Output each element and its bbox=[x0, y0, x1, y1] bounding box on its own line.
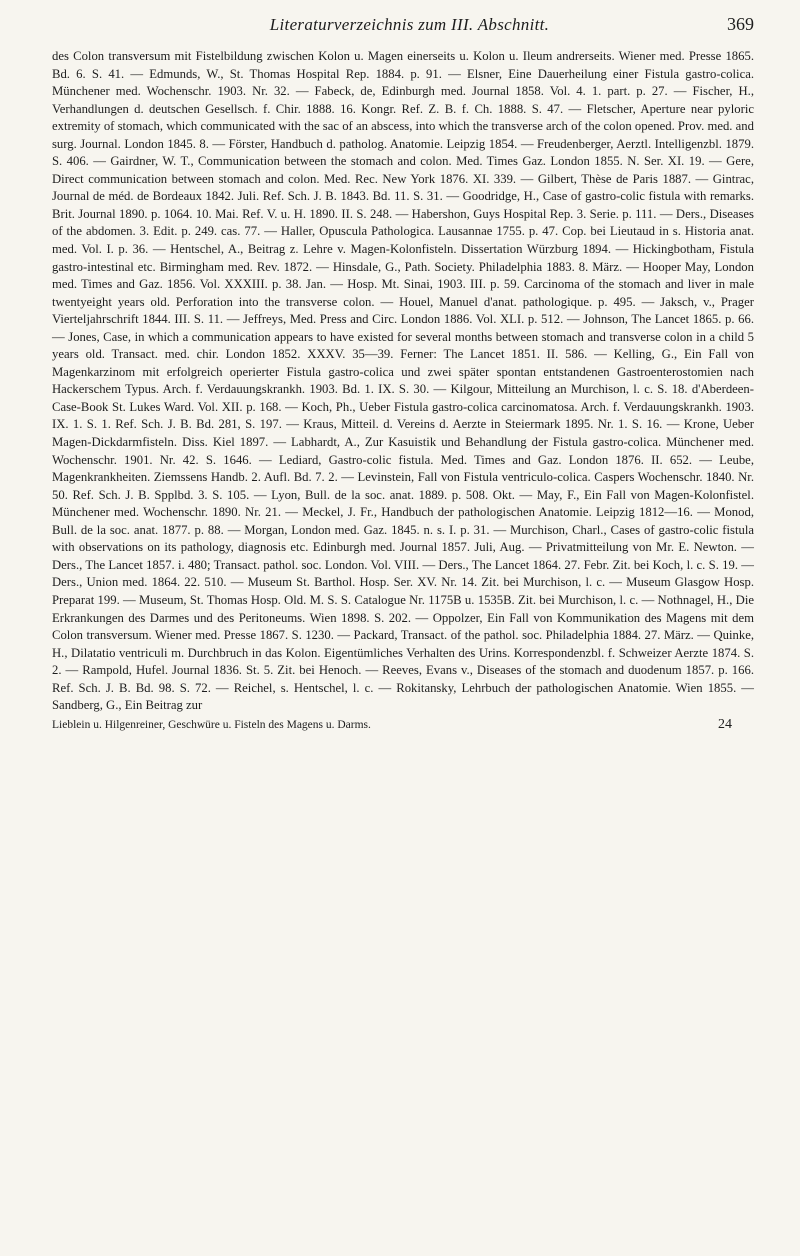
page-footer bbox=[52, 716, 754, 734]
running-head-title: Literaturverzeichnis zum III. Abschnitt. bbox=[269, 15, 550, 34]
page-number: 369 bbox=[727, 14, 754, 34]
bibliography-text bbox=[52, 48, 754, 715]
signature-mark: 24 bbox=[718, 716, 732, 732]
bibliography-paragraph: des Colon transversum mit Fistelbildung zwischen Kolon u. Magen einerseits u. Kolon u. Ileum andrerseits. Wiener med. Presse 1865. Bd. 6. S. 41. — Edmunds, W., St. Thomas Hospital Rep. 1884. p. 91. — Elsner, Eine Dauerheilung einer Fistula gastro-colica. Münchener med. Wochenschr. 1903. Nr. 32. — Fabeck, de, Edinburgh med. Journal 1858. Vol. 4. 1. part. p. 27. — Fischer, H., Verhandlungen d. deutschen Gesellsch. f. Chir. 1888. 16. Kongr. Ref. Z. B. f. Ch. 1888. S. 47. — Fletscher, Aperture near pyloric extremity of stomach, which communicated with the sac of an abscess, into which the transverse arch of the colon opened. Prov. med. and surg. Journal. London 1845. 8. — Förster, Handbuch d. patholog. Anatomie. Leipzig 1854. — Freudenberger, Aerztl. Intelligenzbl. 1879. S. 406. — Gairdner, W. T., Communication between the stomach and colon. Med. Times Gaz. London 1855. N. Ser. XI. 19. — Gere, Direct communication between stomach and colon. Med. Rec. New York 1876. XI. 339. — Gilbert, Thèse de Paris 1887. — Gintrac, Journal de méd. de Bordeaux 1842. Juli. Ref. Sch. J. B. 1843. Bd. 11. S. 31. — Goodridge, H., Case of gastro-colic fistula with remarks. Brit. Journal 1890. p. 1064. 10. Mai. Ref. V. u. H. 1890. II. S. 248. — Habershon, Guys Hospital Rep. 3. Serie. p. 111. — Ders., Diseases of the abdomen. 3. Edit. p. 249. cas. 77. — Haller, Opuscula Pathologica. Lausannae 1755. p. 47. Cop. bei Lieutaud in s. Historia anat. med. Vol. I. p. 36. — Hentschel, A., Beitrag z. Lehre v. Magen-Kolonfisteln. Dissertation Würzburg 1894. — Hickingbotham, Fistula gastro-intestinal etc. Birmingham med. Rev. 1872. — Hinsdale, G., Path. Society. Philadelphia 1883. 8. März. — Hooper May, London med. Times and Gaz. 1856. Vol. XXXIII. p. 38. Jan. — Hosp. Mt. Sinai, 1903. III. p. 59. Carcinoma of the stomach and liver in male twentyeight years old. Perforation into the transverse colon. — Houel, Manuel d'anat. pathologique. p. 495. — Jaksch, v., Prager Vierteljahrschrift 1844. III. S. 11. — Jeffreys, Med. Press and Circ. London 1886. Vol. XLI. p. 512. — Johnson, The Lancet 1865. p. 66. — Jones, Case, in which a communication appears to have existed for several months between stomach and transverse colon in a child 5 years old. Transact. med. chir. London 1852. XXXV. 35—39. Ferner: The Lancet 1851. II. 586. — Kelling, G., Ein Fall von Magenkarzinom mit erfolgreich operierter Fistula gastro-colica und zwei später spontan entstandenen Gastroenterostomien nach Hackerschem Typus. Arch. f. Verdauungskrankh. 1903. Bd. 1. IX. S. 30. — Kilgour, Mitteilung an Murchison, l. c. S. 18. d'Aberdeen-Case-Book St. Lukes Ward. Vol. XII. p. 168. — Koch, Ph., Ueber Fistula gastro-colica carcinomatosa. Arch. f. Verdauungskrankh. 1903. IX. 1. S. 1. Ref. Sch. J. B. Bd. 281, S. 197. — Kraus, Mitteil. d. Vereins d. Aerzte in Steiermark 1895. Nr. 1. S. 16. — Krone, Ueber Magen-Dickdarmfisteln. Diss. Kiel 1897. — Labhardt, A., Zur Kasuistik und Behandlung der Fistula gastro-colica. Münchener med. Wochenschr. 1901. Nr. 42. S. 1646. — Lediard, Gastro-colic fistula. Med. Times and Gaz. London 1876. II. 652. — Leube, Magenkrankheiten. Ziemssens Handb. 2. Aufl. Bd. 7. 2. — Levinstein, Fall von Fistula ventriculo-colica. Caspers Wochenschr. 1840. Nr. 50. Ref. Sch. J. B. Spplbd. 3. S. 105. — Lyon, Bull. de la soc. anat. 1889. p. 508. Okt. — May, F., Ein Fall von Magen-Kolonfistel. Münchener med. Wochenschr. 1890. Nr. 21. — Meckel, J. Fr., Handbuch der pathologischen Anatomie. Leipzig 1812—16. — Monod, Bull. de la soc. anat. 1877. p. 88. — Morgan, London med. Gaz. 1845. n. s. I. p. 31. — Murchison, Charl., Cases of gastro-colic fistula with observations on its pathology, diagnosis etc. Edinburgh med. Journal 1857. Juli, Aug. — Privatmitteilung von Mr. E. Newton. — Ders., The Lancet 1857. i. 480; Transact. pathol. soc. London. Vol. VIII. — Ders., The Lancet 1864. 27. Febr. Zit. bei Koch, l. c. S. 19. — Ders., Union med. 1864. 22. 510. — Museum St. Barthol. Hosp. Ser. XV. Nr. 14. Zit. bei Murchison, l. c. — Museum Glasgow Hosp. Preparat 199. — Museum, St. Thomas Hosp. Old. M. S. S. Catalogue Nr. 1175B u. 1535B. Zit. bei Murchison, l. c. — Nothnagel, H., Die Erkrankungen des Darmes und des Peritoneums. Wien 1898. S. 202. — Oppolzer, Ein Fall von Kommunikation des Magens mit dem Colon transversum. Wiener med. Presse 1867. S. 1230. — Packard, Transact. of the pathol. soc. Philadelphia 1884. 27. März. — Quinke, H., Dilatatio ventriculi m. Durchbruch in das Kolon. Eigentümliches Verhalten des Urins. Korrespondenzbl. f. Schweizer Aerzte 1874. S. 2. — Rampold, Hufel. Journal 1836. St. 5. Zit. bei Henoch. — Reeves, Evans v., Diseases of the stomach and duodenum 1857. p. 166. Ref. Sch. J. B. Bd. 98. S. 72. — Reichel, s. Hentschel, l. c. — Rokitansky, Lehrbuch der pathologischen Anatomie. Wien 1855. — Sandberg, G., Ein Beitrag zur bbox=[52, 49, 754, 713]
footer-running-title: Lieblein u. Hilgenreiner, Geschwüre u. Fisteln des Magens u. Darms. bbox=[52, 718, 371, 731]
page-header bbox=[52, 14, 754, 44]
